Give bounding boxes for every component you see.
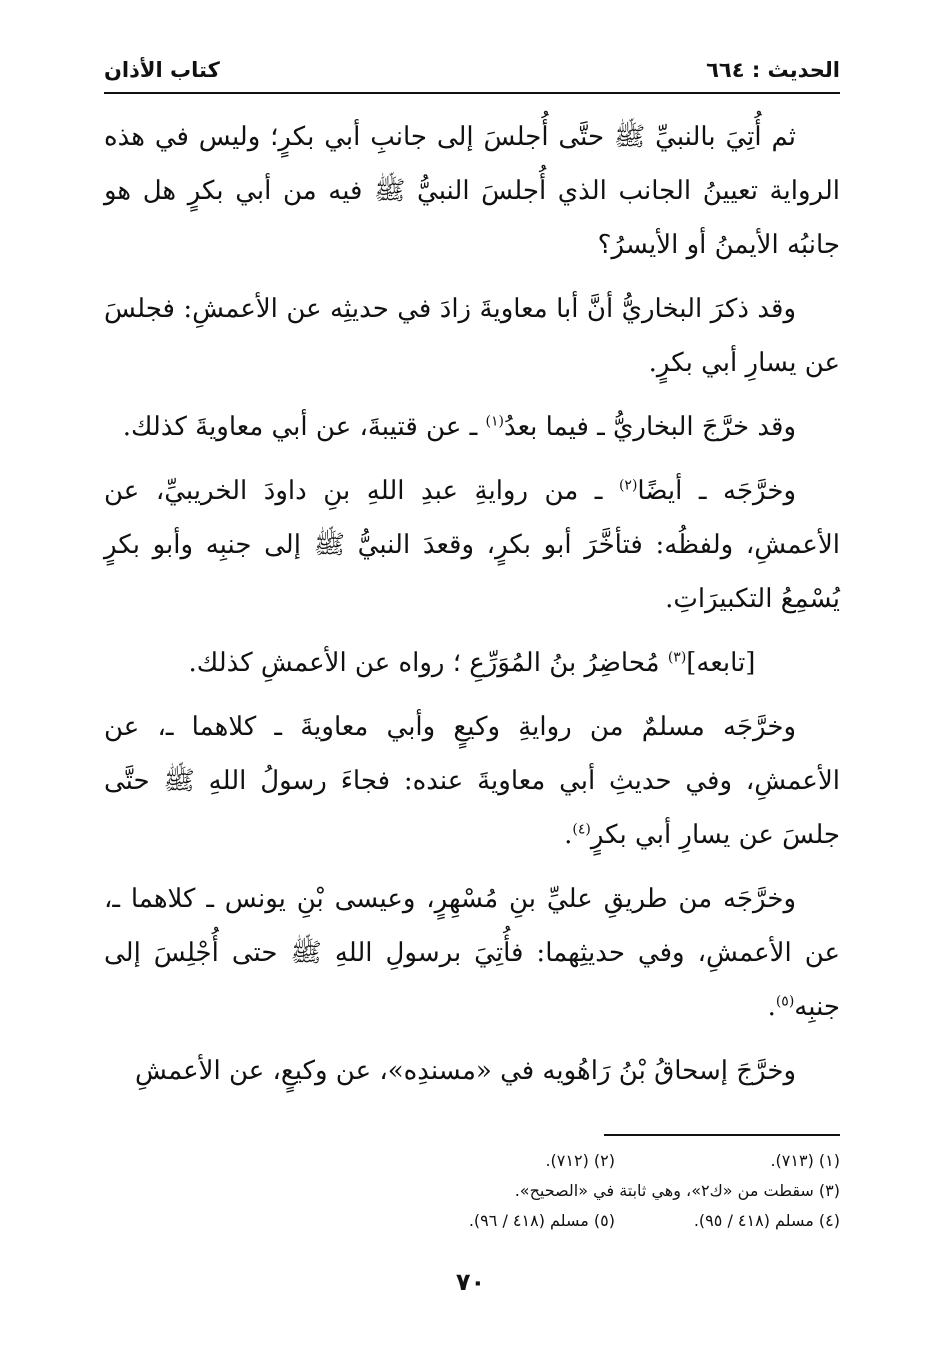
footnote-2: (٢) (٧١٢). (545, 1151, 615, 1170)
paragraph-4-text-a: وخرَّجَه ـ أيضًا (637, 476, 796, 506)
paragraph-5 (104, 636, 840, 690)
paragraph-7 (104, 872, 840, 1034)
paragraph-7-text-a: وخرَّجَه من طريقِ عليِّ بنِ مُسْهِرٍ، وعيسى بْنِ يونس ـ كلاهما ـ، عن الأعمشِ، وفي حديثِهما: فأُتِيَ برسولِ اللهِ ﷺ حتى أُجْلِسَ إلى جنبِه (104, 884, 840, 1022)
footnotes (200, 1146, 840, 1236)
paragraph-4 (104, 464, 840, 626)
footnote-divider (604, 1134, 840, 1136)
paragraph-5-text-b: مُحاضِرُ بنُ المُوَرِّعِ ؛ رواه عن الأعمشِ كذلك. (188, 648, 668, 678)
page-header (104, 52, 840, 92)
footnote-ref-4[interactable]: (٤) (572, 821, 591, 838)
paragraph-1: ثم أُتِيَ بالنبيِّ ﷺ حتَّى أُجلسَ إلى جانبِ أبي بكرٍ؛ وليس في هذه الرواية تعيينُ الجانب الذي أُجلسَ النبيُّ ﷺ فيه من أبي بكرٍ هل هو جانبُه الأيمنُ أو الأيسرُ؟ (104, 122, 840, 260)
paragraph-6-text-b: . (564, 820, 573, 850)
footnote-row-1 (200, 1146, 840, 1176)
paragraph-6-text-a: وخرَّجَه مسلمٌ من روايةِ وكيعٍ وأبي معاويةَ ـ كلاهما ـ، عن الأعمشِ، وفي حديثِ أبي معاويةَ عنده: فجاءَ رسولُ اللهِ ﷺ حتَّى جلسَ عن يسارِ أبي بكرٍ (104, 712, 840, 850)
footnote-3: (٣) سقطت من «ك٢»، وهي ثابتة في «الصحيح». (514, 1181, 840, 1200)
chapter-title: كتاب الأذان (104, 58, 220, 82)
footnote-4: (٤) مسلم (٤١٨ / ٩٥). (693, 1211, 840, 1230)
page-number: ٧٠ (455, 1268, 486, 1296)
paragraph-3 (104, 400, 840, 454)
footnote-ref-2[interactable]: (٢) (618, 477, 638, 494)
paragraph-3-text-a: وقد خرَّجَ البخاريُّ ـ فيما بعدُ (503, 412, 796, 442)
main-text (104, 110, 840, 1098)
paragraph-6 (104, 700, 840, 862)
paragraph-5-text-a: [تابعه] (686, 648, 756, 678)
hadith-number: الحديث : ٦٦٤ (706, 58, 840, 82)
footnote-row-3 (200, 1206, 840, 1236)
footnote-ref-5[interactable]: (٥) (775, 993, 795, 1010)
header-divider (104, 92, 840, 94)
paragraph-8: وخرَّجَ إسحاقُ بْنُ رَاهُويه في «مسندِه»، عن وكيعٍ، عن الأعمشِ (134, 1056, 796, 1086)
footnote-row-2 (200, 1176, 840, 1206)
footnote-5: (٥) مسلم (٤١٨ / ٩٦). (468, 1211, 615, 1230)
footnote-ref-1[interactable]: (١) (485, 413, 504, 430)
paragraph-7-text-b: . (767, 992, 776, 1022)
paragraph-2: وقد ذكرَ البخاريُّ أنَّ أبا معاويةَ زادَ في حديثِه عن الأعمشِ: فجلسَ عن يسارِ أبي بكرٍ. (104, 294, 840, 378)
paragraph-3-text-b: ـ عن قتيبةَ، عن أبي معاويةَ كذلك. (122, 412, 486, 442)
footnote-1: (١) (٧١٣). (770, 1151, 840, 1170)
paragraph-4-text-b: ـ من روايةِ عبدِ اللهِ بنِ داودَ الخريبيِّ، عن الأعمشِ، ولفظُه: فتأخَّرَ أبو بكرٍ، وقعدَ النبيُّ ﷺ إلى جنبِه وأبو بكرٍ يُسْمِعُ التكبيرَاتِ. (104, 476, 840, 614)
footnote-ref-3[interactable]: (٣) (667, 649, 687, 666)
